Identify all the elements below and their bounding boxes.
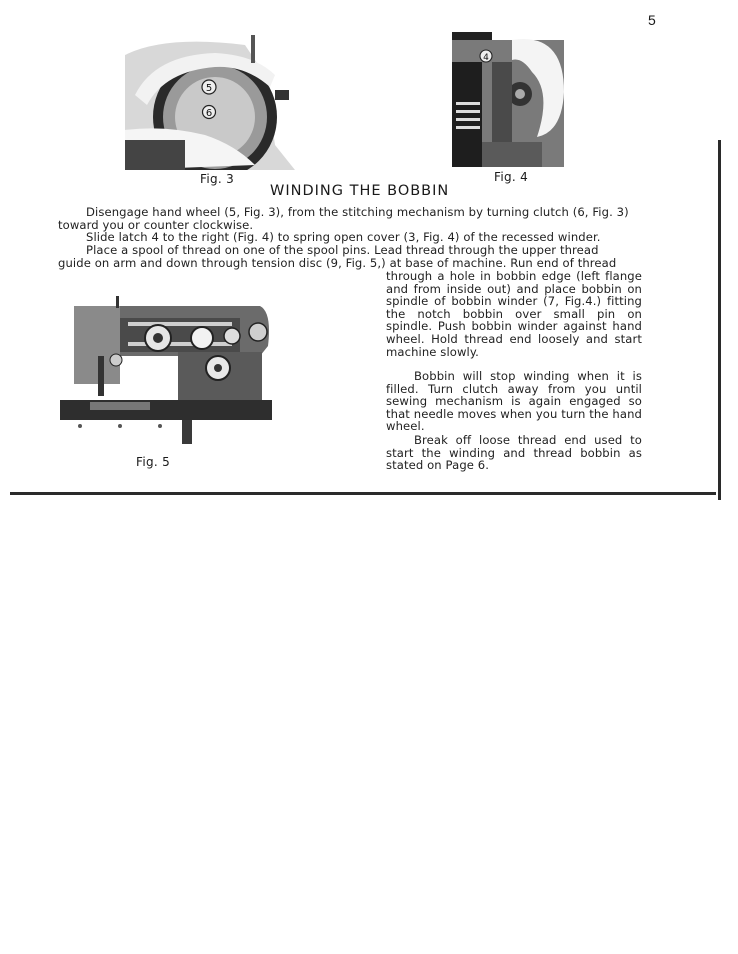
p3-line2: guide on arm and down through tension disc (9, Fig. 5,) at base of machine. Run end of thread: [58, 255, 617, 270]
paragraph-slide-latch: Slide latch 4 to the right (Fig. 4) to spring open cover (3, Fig. 4) of the recessed winder.: [86, 230, 601, 244]
fig4-photo: [452, 32, 564, 167]
paragraph-place-spool: [58, 244, 644, 269]
fig3-callout-6: 6: [205, 108, 213, 119]
p1-line1: Disengage hand wheel (5, Fig. 3), from the stitching mechanism by turning clutch (6, Fig. 3): [86, 205, 629, 219]
paragraph-break-thread: Break off loose thread end used to start the winding and thread bobbin as stated on Page 6.: [386, 433, 642, 473]
p3-line1: Place a spool of thread on one of the spool pins. Lead thread through the upper thread: [86, 243, 599, 257]
section-heading: WINDING THE BOBBIN: [270, 183, 450, 199]
paragraph-thread-continue: through a hole in bobbin edge (left flange and from inside out) and place bobbin on spindle of bobbin winder (7, Fig.4.) fitting the notch bobbin over small pin on spindle. Push bobbin winder against hand wheel. Hold thread end loosely and start machine slowly.: [386, 269, 642, 359]
right-margin-rule: [718, 140, 721, 500]
p1-line2: toward you or counter clockwise.: [58, 217, 254, 232]
fig3-photo: [125, 35, 295, 170]
paragraph-disengage: [58, 206, 644, 231]
bottom-rule: [10, 492, 716, 495]
fig5-caption: Fig. 5: [136, 455, 171, 469]
fig4-callout-4: 4: [483, 53, 489, 63]
page-number: 5: [648, 12, 656, 28]
fig3-caption: Fig. 3: [200, 172, 235, 186]
fig5-photo: [60, 296, 272, 448]
paragraph-bobbin-stop: Bobbin will stop winding when it is filled. Turn clutch away from you until sewing mechanism is again engaged so that needle moves when you turn the hand wheel.: [386, 369, 642, 434]
fig4-caption: Fig. 4: [494, 170, 529, 184]
fig3-callout-5: 5: [205, 83, 213, 94]
